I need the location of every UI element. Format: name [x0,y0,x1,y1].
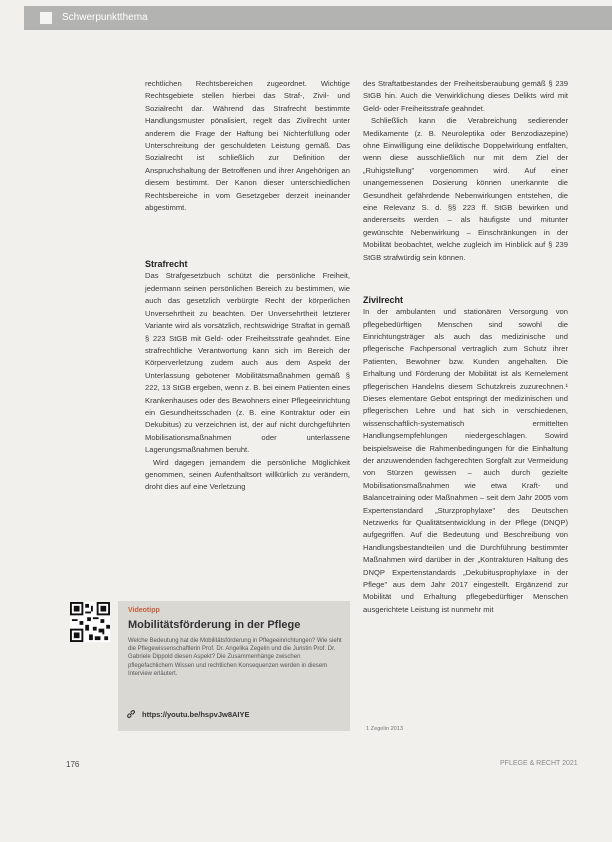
sedierung-paragraph: Schließlich kann die Verabreichung sedierender Medikamente (z. B. Neuroleptika oder Benzodiazepine) ohne Einwilligung eine deliktische Doppelwirkung entfalten, wenn diese ausschließlich nur mit dem Ziel der „Ruhigstellung" vorgenommen wird. Auf einer unangemessenen Dosierung können unerkannte die Gesundheit gefährdende Nebenwirkungen entstehen, die eine Relevanz S. d. §§ 223 ff. StGB bewirken und andererseits werden – als häufigste und mitunter gewünschte Nebenwirkung – Einschränkungen in der Mobilität beobachtet, welche zugleich im Hinblick auf § 239 StGB strafwürdig sein können. [363,116,568,262]
footnote: 1 Zegelin 2013 [366,726,404,732]
video-tag: Videotipp [128,607,160,614]
journal-name: PFLEGE & RECHT 2021 [500,760,578,767]
video-title: Mobilitätsförderung in der Pflege [128,619,301,631]
strafrecht-paragraph-1: Das Strafgesetzbuch schützt die persönliche Freiheit, jedermann seinen persönlichen Bereich zu bestimmen, wie auch das gesetzlich verbürgte Recht der körperlichen Unversehrtheit zu beachten. Der Unversehrtheit letzterer Variante wird als vorsätzlich, rechtswidrige Straftat in gemäß § 223 StGB mit Geld- oder Freiheitsstrafe geahndet. Eine strafrechtliche Verantwortung kann sich im Bereich der Körperverletzung zudem auch aus dem Aspekt der Unterlassung gebotener Mobilitätsmaßnahmen gemäß § 222, 13 StGB ergeben, wenn z. B. bei einem Patienten eines Krankenhauses oder des Bewohners einer Pflegeeinrichtung ein Gesundheitsschaden (z. B. eine Kontraktur oder ein Dekubitus) zu verzeichnen ist, der auf nicht durchgeführten Mobilisationsmaßnahmen oder unterlassene Lagerungsmaßnahmen beruht. [145,271,350,455]
qr-code-icon [70,602,110,642]
left-column [145,78,350,494]
video-tip-box [118,601,350,731]
zivilrecht-paragraph: In der ambulanten und stationären Versorgung von pflegebedürftigen Menschen sind sowohl die Einrichtungsträger als auch das medizinische und pflegerische Fachpersonal vertraglich zum Schutz ihrer Patienten, Bewohner bzw. Kunden angehalten. Die Erhaltung und Förderung der Mobilität ist als Kernelement pflegerischen Handelns diesem Schutzkreis zuzurechnen.¹ Dieses elementare Gebot entspringt der medizinischen und pflegerischen Lehre und hat sich in verschiedenen, wissenschaftlich-systematisch ermittelten Handlungsempfehlungen niedergeschlagen. Sowird beispielsweise die Rahmenbedingungen für die Einhaltung der anzuwendenden fachgerechten Sorgfalt zur Vermeidung von Stürzen gewissen – auch durch gezielte Mobilisationsmaßnahmen wie etwa Kraft- und Balancetraining oder Maßnahmen – seit dem Jahr 2005 vom Expertenstandard „Sturzprophylaxe" des Deutschen Netzwerks für Qualitätsentwicklung in der Pflege (DNQP) aufgegriffen. Auf die Bedeutung und Beschreibung von Handlungsbestandteilen und die Durchführung bestimmter Maßnahmen wird darüber in der „Kontrakturen Haltung des DNQP Expertenstandards „Dekubitusprophylaxe in der Pflege" aus dem Jahr 2017 eingestellt. Ergänzend zur Mobilität und Erhaltung pflegebedürftiger Menschen ausgerichtete Leistung ist nunmehr mit [363,307,568,614]
video-link-row[interactable] [126,709,250,719]
intro-paragraph: rechtlichen Rechtsbereichen zugeordnet. Wichtige Rechtsgebiete stellen hierbei das Straf-, Zivil- und Sozialrecht dar. Während das Strafrecht bestimmte Handlungsmuster pönalisiert, regelt das Zivilrecht unter anderem die Frage der Haftung bei Nichterfüllung oder Unterschreitung der geschuldeten Leistung gemäß. Das Sozialrecht ist schließlich zur Definition der Anspruchshaltung der Betroffenen und ihrer Angehörigen an diesem bestimmt. Der Kanon dieser unterschiedlichen Rechtsbereiche in vom Gesetzgeber derzeit ineinander abgestimmt. [145,79,350,213]
strafrecht-paragraph-2: Wird dagegen jemandem die persönliche Möglichkeit genommen, seinen Aufenthaltsort willkürlich zu verändern, droht dies auf eine Verletzung [145,457,350,492]
section-title: Schwerpunktthema [62,12,148,23]
freiheitsberaubung-paragraph: des Straftatbestandes der Freiheitsberaubung gemäß § 239 StGB hin. Auch die Verwirklichung dieses Delikts wird mit Geld- oder Freiheitsstrafe geahndet. [363,79,568,113]
zivilrecht-heading: Zivilrecht [363,295,404,306]
header-marker-icon [40,12,52,24]
right-column [363,78,568,616]
video-description: Welche Bedeutung hat die Mobilitätsförderung in Pflegeeinrichtungen? Wie sieht die Pflegewissenschaftlerin Prof. Dr. Angelika Zegelin und die Juristin Prof. Dr. Gabriele Dippold diesen Aspekt? Die Zusammenhänge zwischen pflegefachlichem Wissen und rechtlichen Konsequenzen werden in diesem Interview erläutert. [128,638,342,677]
page-number: 176 [66,760,80,769]
video-link[interactable]: https://youtu.be/hspvJw8AIYE [142,709,250,719]
header-bar [24,6,612,30]
link-icon [126,709,136,719]
strafrecht-heading: Strafrecht [145,259,188,270]
